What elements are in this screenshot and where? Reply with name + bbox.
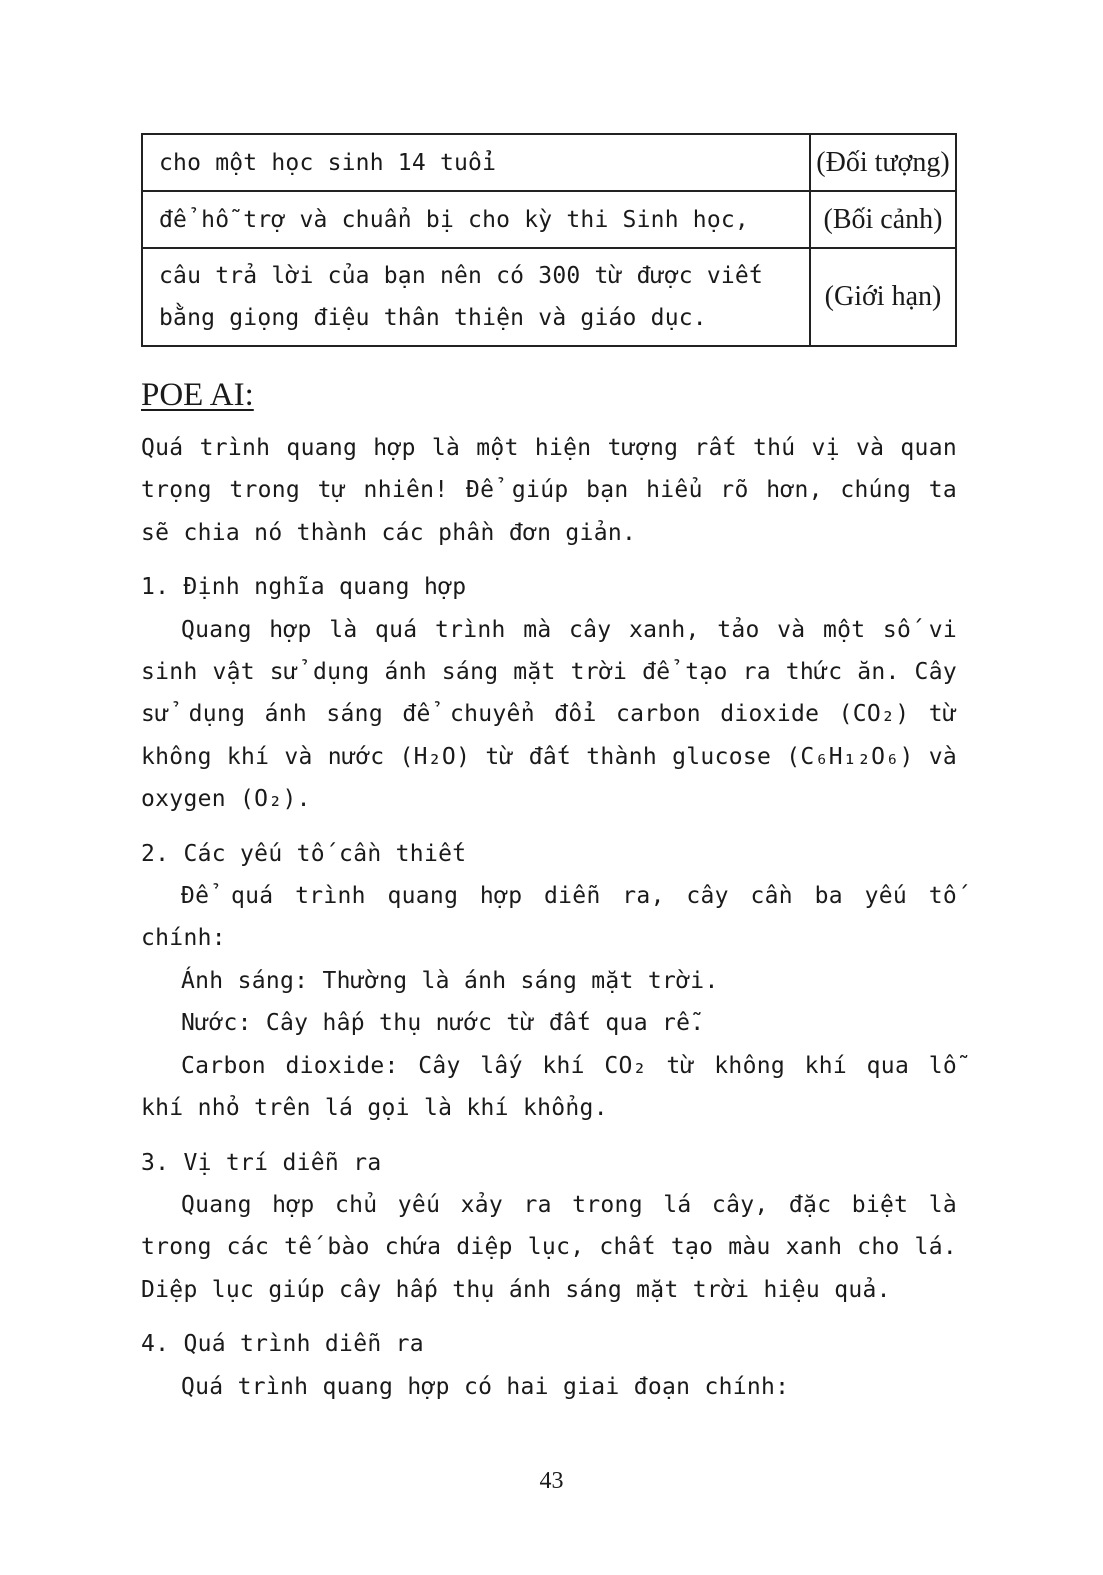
section-title: 4. Quá trình diễn ra [141,1331,424,1358]
section-paragraph: Quang hợp chủ yếu xảy ra trong lá cây, đặc biệt là trong các tế bào chứa diệp lục, chất tạo màu xanh cho lá. Diệp lục giúp cây hấp thụ ánh sáng mặt trời hiệu quả. [141,1191,957,1303]
prompt-row-text: câu trả lời của bạn nên có 300 từ được viết bằng giọng điệu thân thiện và giáo dục. [142,248,810,346]
prompt-row-text: cho một học sinh 14 tuổi [142,134,810,191]
section-paragraph: Quá trình quang hợp có hai giai đoạn chính: [181,1373,790,1400]
section-title: 2. Các yếu tố cần thiết [141,840,467,867]
list-item: Carbon dioxide: Cây lấy khí CO₂ từ không khí qua lỗ khí nhỏ trên lá gọi là khí khổng. [141,1052,957,1122]
prompt-row-label: (Giới hạn) [810,248,956,346]
list-item: Ánh sáng: Thường là ánh sáng mặt trời. [181,967,719,994]
answer-body [141,427,957,1408]
section-heading: POE AI: [141,377,254,413]
prompt-row-label: (Đối tượng) [810,134,956,191]
list-item: Nước: Cây hấp thụ nước từ đất qua rễ. [181,1010,705,1037]
page-number: 43 [539,1468,564,1494]
section-title: 1. Định nghĩa quang hợp [141,574,467,601]
prompt-row-audience [142,134,956,191]
intro-paragraph: Quá trình quang hợp là một hiện tượng rất thú vị và quan trọng trong tự nhiên! Để giúp bạn hiểu rõ hơn, chúng ta sẽ chia nó thành các phần đơn giản. [141,435,957,546]
section-paragraph: Để quá trình quang hợp diễn ra, cây cần ba yếu tố chính: [141,883,957,952]
prompt-row-context [142,191,956,248]
section-title: 3. Vị trí diễn ra [141,1149,382,1176]
prompt-table [141,133,957,347]
prompt-row-limit [142,248,956,346]
prompt-row-text: để hỗ trợ và chuẩn bị cho kỳ thi Sinh học, [142,191,810,248]
section-paragraph: Quang hợp là quá trình mà cây xanh, tảo và một số vi sinh vật sử dụng ánh sáng mặt trời để tạo ra thức ăn. Cây sử dụng ánh sáng để chuyển đổi carbon dioxide (CO₂) từ không khí và nước (H₂O) từ đất thành glucose (C₆H₁₂O₆) và oxygen (O₂). [141,616,957,813]
prompt-row-label: (Bối cảnh) [810,191,956,248]
